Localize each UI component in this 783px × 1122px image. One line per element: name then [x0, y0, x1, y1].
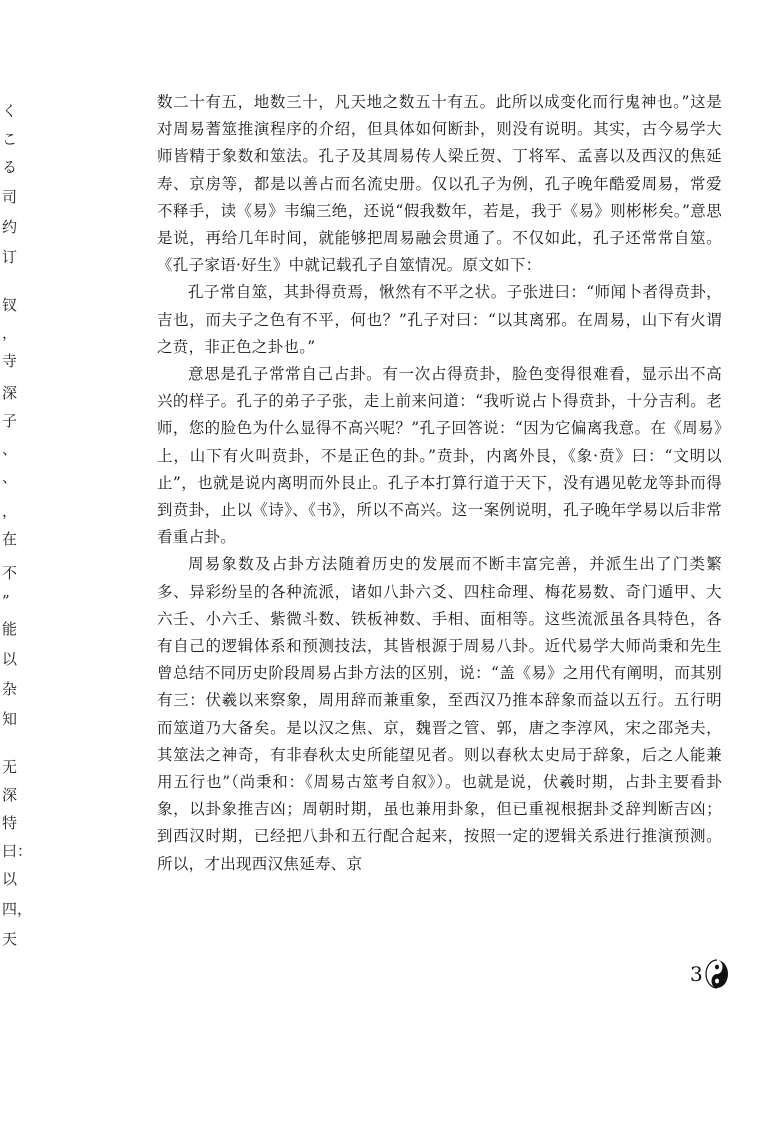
- bleed-char: 天: [2, 930, 18, 948]
- bleed-char: 、: [2, 468, 18, 486]
- bleed-char: 司: [2, 188, 18, 206]
- yin-yang-icon: [704, 958, 730, 990]
- bleed-char: 不: [2, 564, 18, 582]
- bleed-char: 四，: [2, 900, 33, 918]
- bleed-char: 曰：: [2, 842, 33, 860]
- paragraph-explanation: 意思是孔子常常自己占卦。有一次占得贲卦，脸色变得很难看，显示出不高兴的样子。孔子的弟子子张，走上前来问道：“我听说占卜得贲卦，十分吉利。老师，您的脸色为什么显得不高兴呢？”孔子回答说：“因为它偏离我意。在《周易》上，山下有火叫贲卦，不是正色的卦。”贲卦，内离外艮，《象·贲》曰：“文明以止”，也就是说内离明而外艮止。孔子本打算行道于天下，没有遇见乾龙等卦而得到贲卦，止以《诗》、《书》，所以不高兴。这一案例说明，孔子晚年学易以后非常看重占卦。: [157, 365, 722, 547]
- bleed-char: 杂: [2, 680, 18, 698]
- bleed-char: 以: [2, 870, 18, 888]
- bleed-char: 在: [2, 530, 18, 548]
- bleed-char: 、: [2, 440, 18, 458]
- paragraph-intro: 数二十有五，地数三十，凡天地之数五十有五。此所以成变化而行鬼神也。”这是对周易蓍筮推演程序的介绍，但具体如何断卦，则没有说明。其实，古今易学大师皆精于象数和筮法。孔子及其周易传人梁丘贺、丁将军、孟喜以及西汉的焦延寿、京房等，都是以善占而名流史册。仅以孔子为例，孔子晚年酷爱周易，常爱不释手，读《易》韦编三绝，还说“假我数年，若是，我于《易》则彬彬矣。”意思是说，再给几年时间，就能够把周易融会贯通了。不仅如此，孔子还常常自筮。《孔子家语·好生》中就记载孔子自筮情况。原文如下：: [157, 93, 722, 275]
- paragraph-quotation: 孔子常自筮，其卦得贲焉，愀然有不平之状。子张进曰：“师闻卜者得贲卦，吉也，而夫子之色有不平，何也？”孔子对曰：“以其离邪。在周易，山下有火谓之贲，非正色之卦也。”: [157, 283, 722, 356]
- bleed-char: ，: [2, 324, 18, 342]
- bleed-char: 深: [2, 384, 18, 402]
- bleed-char: 特: [2, 814, 18, 832]
- bleed-char: ，: [2, 502, 18, 520]
- bleed-char: 无: [2, 758, 18, 776]
- bleed-char: 钗: [2, 296, 18, 314]
- bleed-char: る: [2, 158, 18, 176]
- bleed-char: く: [2, 102, 18, 120]
- bleed-char: ”: [2, 592, 10, 610]
- bleed-char: こ: [2, 130, 18, 148]
- bleed-char: 约: [2, 218, 18, 236]
- bleed-char: 订: [2, 248, 18, 266]
- bleed-char: 寺: [2, 352, 18, 370]
- paragraph-schools: 周易象数及占卦方法随着历史的发展而不断丰富完善，并派生出了门类繁多、异彩纷呈的各种流派，诸如八卦六爻、四柱命理、梅花易数、奇门遁甲、大六壬、小六壬、紫微斗数、铁板神数、手相、面相等。这些流派虽各具特色，各有自己的逻辑体系和预测技法，其皆根源于周易八卦。近代易学大师尚秉和先生曾总结不同历史阶段周易占卦方法的区别，说：“盖《易》之用代有阐明，而其别有三：伏羲以来察象，周用辞而兼重象，至西汉乃推本辞象而益以五行。五行明而筮道乃大备矣。是以汉之焦、京，魏晋之管、郭，唐之李淳风，宋之邵尧夫，其筮法之神奇，有非春秋太史所能望见者。则以春秋太史局于辞象，后之人能兼用五行也”（尚秉和：《周易古筮考自叙》）。也就是说，伏羲时期，占卦主要看卦象，以卦象推吉凶；周朝时期，虽也兼用卦象，但已重视根据卦爻辞判断吉凶；到西汉时期，已经把八卦和五行配合起来，按照一定的逻辑关系进行推演预测。所以，才出现西汉焦延寿、京: [157, 555, 722, 873]
- page-number-block: [690, 958, 730, 990]
- bleed-char: 深: [2, 786, 18, 804]
- bleed-char: 知: [2, 710, 18, 728]
- bleed-char: 能: [2, 620, 18, 638]
- page-body: [157, 89, 722, 878]
- bleed-char: 以: [2, 650, 18, 668]
- bleed-char: 子: [2, 412, 18, 430]
- page-number: 3: [690, 962, 703, 986]
